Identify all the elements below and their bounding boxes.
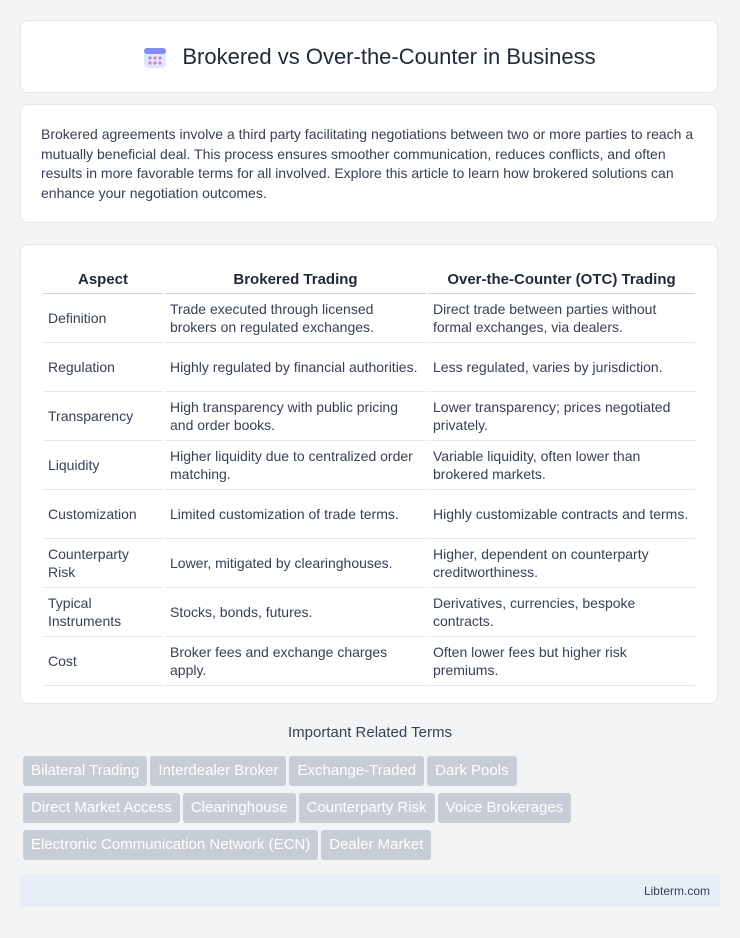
- page-title: Brokered vs Over-the-Counter in Business: [182, 43, 596, 69]
- cell-brokered: Stocks, bonds, futures.: [165, 588, 426, 637]
- cell-aspect: Liquidity: [43, 441, 163, 490]
- comparison-table: [41, 265, 697, 686]
- cell-aspect: Customization: [43, 490, 163, 539]
- cell-aspect: Definition: [43, 294, 163, 343]
- table-header-row: [43, 265, 695, 294]
- related-term-tag[interactable]: Voice Brokerages: [438, 793, 572, 823]
- related-terms-title: Important Related Terms: [288, 724, 452, 741]
- cell-aspect: Regulation: [43, 343, 163, 392]
- cell-brokered: High transparency with public pricing and order books.: [165, 392, 426, 441]
- header-card: [20, 20, 718, 93]
- cell-brokered: Higher liquidity due to centralized order matching.: [165, 441, 426, 490]
- related-terms-list: [23, 756, 723, 867]
- footer-site-link[interactable]: Libterm.com: [643, 883, 710, 898]
- cell-otc: Derivatives, currencies, bespoke contracts.: [428, 588, 695, 637]
- related-term-tag[interactable]: Electronic Communication Network (ECN): [23, 830, 318, 860]
- comparison-card: [20, 244, 718, 704]
- cell-aspect: Cost: [43, 637, 163, 686]
- table-row: [43, 392, 695, 441]
- cell-brokered: Highly regulated by financial authorities.: [165, 343, 426, 392]
- header-aspect: Aspect: [43, 265, 163, 294]
- cell-otc: Direct trade between parties without formal exchanges, via dealers.: [428, 294, 695, 343]
- cell-aspect: Counterparty Risk: [43, 539, 163, 588]
- cell-aspect: Transparency: [43, 392, 163, 441]
- cell-brokered: Lower, mitigated by clearinghouses.: [165, 539, 426, 588]
- calendar-grid-icon: [142, 44, 168, 70]
- cell-otc: Highly customizable contracts and terms.: [428, 490, 695, 539]
- cell-brokered: Limited customization of trade terms.: [165, 490, 426, 539]
- table-row: [43, 343, 695, 392]
- related-term-tag[interactable]: Exchange-Traded: [289, 756, 424, 786]
- table-row: [43, 294, 695, 343]
- related-term-tag[interactable]: Counterparty Risk: [299, 793, 435, 823]
- table-row: [43, 637, 695, 686]
- header-brokered: Brokered Trading: [165, 265, 426, 294]
- cell-otc: Often lower fees but higher risk premiums.: [428, 637, 695, 686]
- related-term-tag[interactable]: Dark Pools: [427, 756, 516, 786]
- related-term-tag[interactable]: Interdealer Broker: [150, 756, 286, 786]
- cell-otc: Lower transparency; prices negotiated privately.: [428, 392, 695, 441]
- related-term-tag[interactable]: Clearinghouse: [183, 793, 296, 823]
- cell-otc: Less regulated, varies by jurisdiction.: [428, 343, 695, 392]
- intro-text: Brokered agreements involve a third party facilitating negotiations between two or more parties to reach a mutually beneficial deal. This process ensures smoother communication, reduces conflicts, and often results in more favorable terms for all involved. Explore this article to learn how brokered solutions can enhance your negotiation outcomes.: [41, 126, 694, 201]
- table-row: [43, 490, 695, 539]
- cell-otc: Higher, dependent on counterparty creditworthiness.: [428, 539, 695, 588]
- table-row: [43, 441, 695, 490]
- cell-brokered: Broker fees and exchange charges apply.: [165, 637, 426, 686]
- related-term-tag[interactable]: Dealer Market: [321, 830, 431, 860]
- cell-otc: Variable liquidity, often lower than brokered markets.: [428, 441, 695, 490]
- header-otc: Over-the-Counter (OTC) Trading: [428, 265, 695, 294]
- related-term-tag[interactable]: Direct Market Access: [23, 793, 180, 823]
- cell-aspect: Typical Instruments: [43, 588, 163, 637]
- cell-brokered: Trade executed through licensed brokers on regulated exchanges.: [165, 294, 426, 343]
- footer: [20, 874, 720, 907]
- table-row: [43, 588, 695, 637]
- intro-card: [20, 104, 718, 223]
- related-term-tag[interactable]: Bilateral Trading: [23, 756, 147, 786]
- table-row: [43, 539, 695, 588]
